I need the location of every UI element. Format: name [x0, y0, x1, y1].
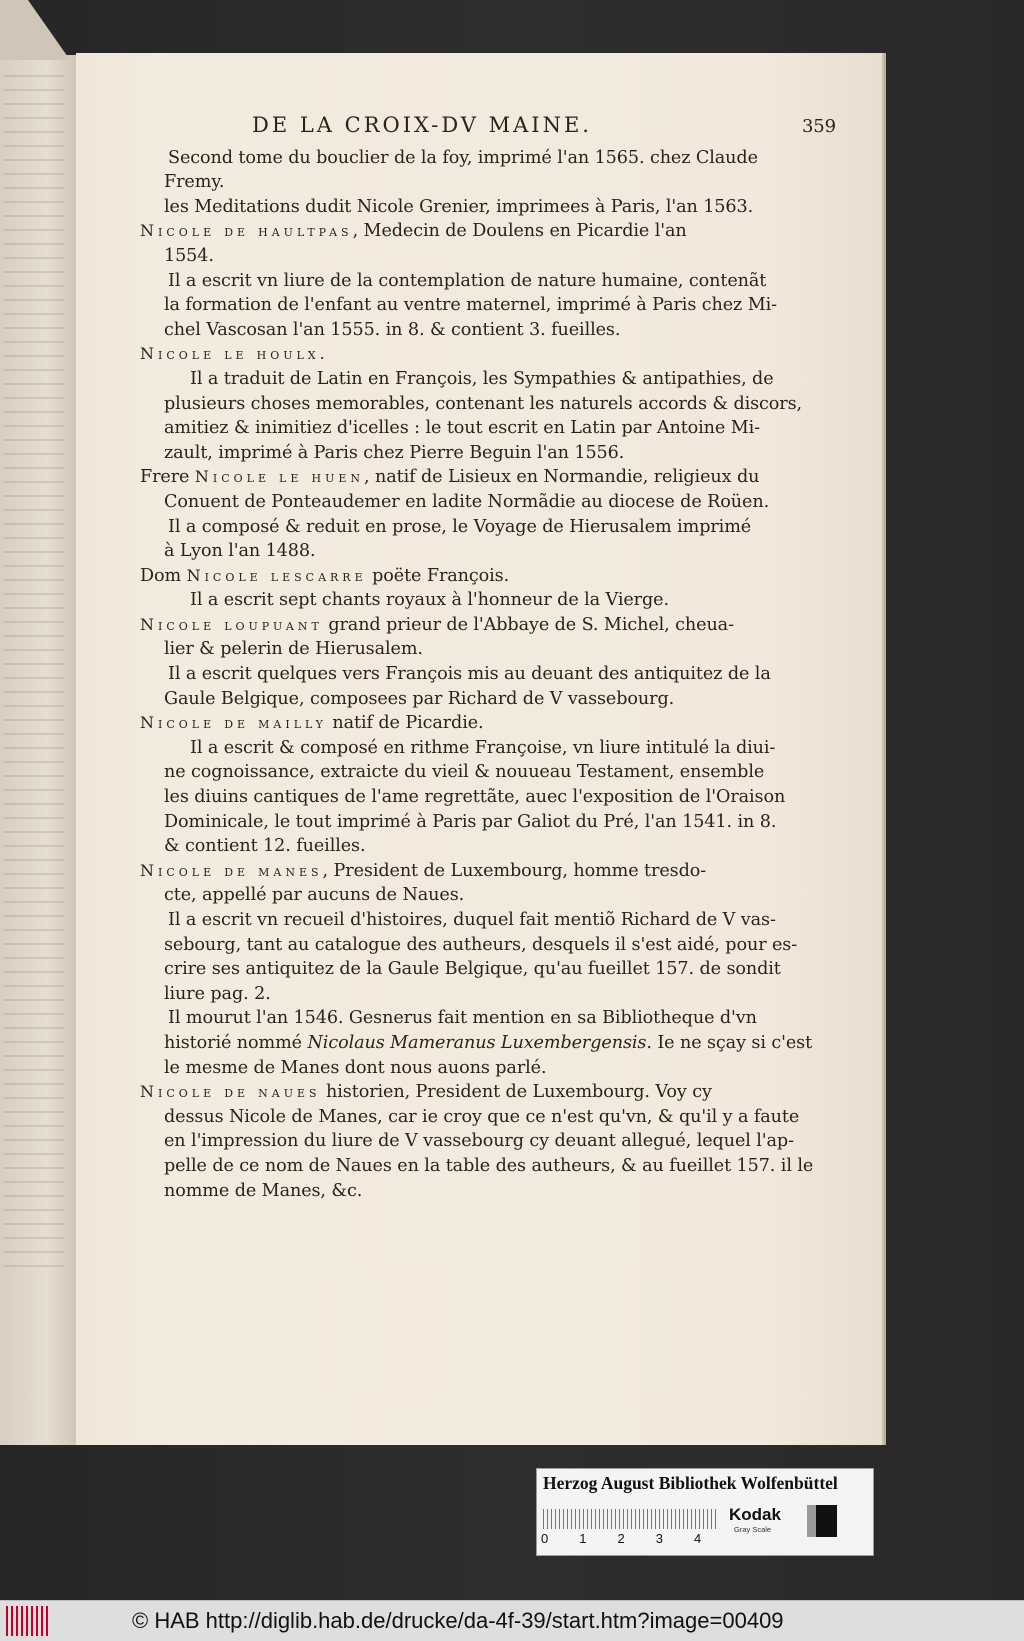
text-line: chel Vascosan l'an 1555. in 8. & contient 3. fueilles. — [164, 319, 621, 340]
text-line: cte, appellé par aucuns de Naues. — [164, 885, 465, 906]
text-line: Dominicale, le tout imprimé à Paris par Galiot du Pré, l'an 1541. in 8. — [164, 811, 777, 832]
text-line: le mesme de Manes dont nous auons parlé. — [164, 1057, 547, 1078]
running-title: DE LA CROIX-DV MAINE. — [252, 113, 592, 137]
scale-number: 3 — [655, 1531, 663, 1546]
entry-name: Nicole loupuant — [140, 614, 323, 634]
text-line: Il a escrit sept chants royaux à l'honneur de la Vierge. — [190, 590, 669, 611]
book-page — [76, 53, 882, 1445]
text-line: Il a escrit & composé en rithme Françoise, vn liure intitulé la diui- — [190, 737, 776, 758]
gray-scale-caption: Gray Scale — [734, 1525, 772, 1534]
text-line: & contient 12. fueilles. — [164, 836, 366, 857]
entry-heading: Dom Nicole lescarre poëte François. — [140, 565, 510, 586]
library-name: Herzog August Bibliothek Wolfenbüttel — [543, 1473, 838, 1493]
text-line: les diuins cantiques de l'ame regrettãte, auec l'exposition de l'Oraison — [164, 787, 786, 808]
barcode-icon — [6, 1606, 50, 1636]
entry-heading: Nicole de mailly natif de Picardie. — [140, 713, 484, 734]
text-line: lier & pelerin de Hierusalem. — [164, 639, 423, 660]
text-line: plusieurs choses memorables, contenant les naturels accords & discors, — [164, 393, 803, 414]
text-line: Il a traduit de Latin en François, les Sympathies & antipathies, de — [190, 368, 774, 389]
text-line: Fremy. — [164, 172, 225, 193]
ruler-scale — [543, 1509, 719, 1529]
page-text — [140, 113, 836, 1203]
text-line: dessus Nicole de Manes, car ie croy que ce n'est qu'vn, & qu'il y a faute — [164, 1106, 800, 1127]
gray-swatch — [807, 1505, 837, 1537]
entry-name: Nicole de manes — [140, 860, 323, 880]
text-line: sebourg, tant au catalogue des autheurs, desquels il s'est aidé, pour es- — [164, 934, 798, 955]
text-line: Second tome du bouclier de la foy, imprimé l'an 1565. chez Claude — [168, 147, 758, 168]
text-line: crire ses antiquitez de la Gaule Belgique, qu'au fueillet 157. de sondit — [164, 959, 781, 980]
text-line: amitiez & inimitiez d'icelles : le tout escrit en Latin par Antoine Mi- — [164, 418, 761, 439]
page-number: 359 — [801, 116, 836, 137]
text-line: Gaule Belgique, composees par Richard de V vassebourg. — [164, 688, 675, 709]
latin-name: Nicolaus Mameranus Luxembergensis — [307, 1032, 647, 1053]
text-line: zault, imprimé à Paris chez Pierre Beguin l'an 1556. — [164, 442, 625, 463]
text-line: ne cognoissance, extraicte du vieil & nouueau Testament, ensemble — [164, 762, 765, 783]
text-line: Il a escrit quelques vers François mis au deuant des antiquitez de la — [168, 664, 771, 685]
entry-name: Nicole de naues — [140, 1082, 321, 1102]
entry-heading: Nicole de haultpas, Medecin de Doulens en Picardie l'an — [140, 221, 687, 242]
entry-name: Nicole de haultpas — [140, 221, 353, 241]
entry-name: Nicole de mailly — [140, 713, 327, 733]
entry-name: Nicole le houlx. — [140, 344, 329, 364]
text-line: Il mourut l'an 1546. Gesnerus fait mention en sa Bibliotheque d'vn — [168, 1008, 757, 1029]
text-line: Il a escrit vn liure de la contemplation de nature humaine, contenãt — [168, 270, 767, 291]
entry-name: Nicole le huen — [194, 467, 364, 487]
scale-number: 4 — [693, 1531, 702, 1546]
scale-number: 0 — [541, 1531, 549, 1546]
text-line: la formation de l'enfant au ventre maternel, imprimé à Paris chez Mi- — [164, 295, 777, 316]
ink-bleed — [4, 75, 64, 1275]
text-line: Il a composé & reduit en prose, le Voyage de Hierusalem imprimé — [168, 516, 752, 537]
source-credit[interactable]: © HAB http://diglib.hab.de/drucke/da-4f-39/start.htm?image=00409 — [132, 1608, 784, 1633]
entry-name: Nicole lescarre — [186, 565, 367, 585]
entry-heading: Frere Nicole le huen, natif de Lisieux en Normandie, religieux du — [140, 467, 760, 488]
text-line: 1554. — [164, 245, 214, 266]
scale-number: 1 — [579, 1531, 587, 1546]
facing-page-edge — [0, 55, 79, 1445]
kodak-logo: Kodak — [729, 1505, 781, 1524]
entry-heading — [140, 342, 830, 367]
entry-heading: Nicole de manes, President de Luxembourg, homme tresdo- — [140, 860, 707, 881]
text-line: Conuent de Ponteaudemer en ladite Normãdie au diocese de Roüen. — [164, 491, 770, 512]
footer-bar — [0, 1600, 1024, 1641]
scale-number: 2 — [617, 1531, 625, 1546]
entry-heading: Nicole de naues historien, President de Luxembourg. Voy cy — [140, 1082, 712, 1103]
text-line: les Meditations dudit Nicole Grenier, imprimees à Paris, l'an 1563. — [164, 196, 754, 217]
text-line: liure pag. 2. — [164, 983, 271, 1004]
text-line: en l'impression du liure de V vassebourg cy deuant allegué, lequel l'ap- — [164, 1131, 794, 1152]
entry-heading: Nicole loupuant grand prieur de l'Abbaye de S. Michel, cheua- — [140, 614, 734, 635]
text-line: Il a escrit vn recueil d'histoires, duquel fait mentiõ Richard de V vas- — [168, 910, 776, 930]
text-line: à Lyon l'an 1488. — [164, 541, 316, 562]
page-header — [252, 113, 836, 140]
scale-numbers — [541, 1531, 721, 1546]
text-line: nomme de Manes, &c. — [164, 1180, 363, 1201]
text-line: historié nommé Nicolaus Mameranus Luxembergensis. Ie ne sçay si c'est — [164, 1032, 813, 1053]
library-color-target — [536, 1468, 874, 1556]
text-line: pelle de ce nom de Naues en la table des autheurs, & au fueillet 157. il le — [164, 1155, 814, 1176]
